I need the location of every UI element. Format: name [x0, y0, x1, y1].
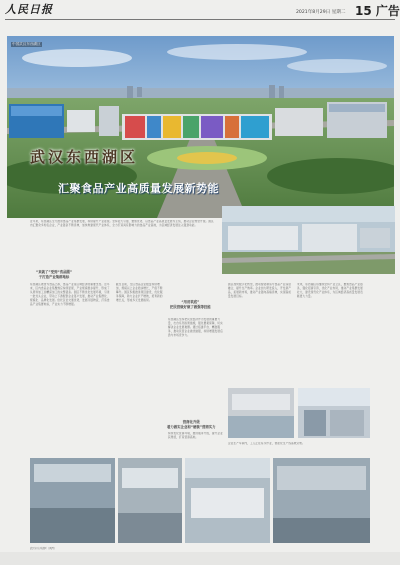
masthead-logo: 人民日报 [5, 3, 53, 16]
body-column-2: 截至目前，全区食品企业数量持续增加，规模以上企业稳步增长，产值不断攀升。园区积极推进项目建设，优化服务保障，助力企业扩产增效，培育新的增长点，形成多元发展格局。 [116, 283, 163, 303]
body-column-5: 未来，东西湖区将继续坚持产业立区，聚焦食品产业链条，强化招商引资，优化产业布局，推动产业集群发展壮大，建设现代化产业体系，为区域经济高质量发展贡献更大力量。 [297, 283, 363, 299]
page-bottom-margin [0, 552, 400, 565]
body-column-3b: 持续优化营商环境，推进服务升级，提升企业获得感，打造营商高地。 [168, 432, 223, 440]
body-column-1: 东西湖区被誉为食品之都，食品产业是区域经济的重要支柱。近年来，区内食品企业集聚效应持续显现，产业规模稳步提升，形成了从原料加工到精深加工的完整链条。园区不断优化发展环境，引进一批龙头企业，带动上下游配套企业落户发展，推动产业集群化、规模化、品牌化发展。依托区位交通优势，发展冷链物流，打造食品产业集群地标，产业实力不断增强。 [30, 283, 110, 307]
page-number: 15 广告 [355, 4, 400, 18]
section-heading-3: 营商化升级 着力做实企业和“硬核”营商实力 [167, 420, 216, 429]
headline: 武汉东西湖区 [30, 148, 139, 166]
production-line-photo-2 [118, 458, 182, 543]
production-line-photo-4 [273, 458, 370, 543]
body-column-4: 园区加快数字化转型，推动智能制造与食品产业深度融合，提升生产效率。企业加大研发投入，开发新产品，拓展新市场，推动产业链向高端延伸，实现高质量发展目标。 [228, 283, 292, 299]
section-heading-1: “来就了”受到“食品圈” 于打造产业集群地标 [36, 270, 73, 279]
masthead-rule [5, 19, 395, 20]
lead-paragraph: 近年来，东西湖区全力推进食品产业集群发展，持续提升产业能级。坚持招大引强、聚焦优势，以食品产业高质量发展为主线，推动企业转型升级。园区内汇聚众多知名企业，产业链条不断延伸，加快构建现代产业体系，全力打造具有影响力的食品产业高地，为区域经济发展注入强劲动能。 [30, 220, 214, 228]
factory-aerial-photo [222, 206, 395, 274]
photo-caption-text: 企业生产车间内，工人正在有序作业，智能化生产线高效运转。 [228, 442, 305, 445]
workshop-photo-1 [228, 388, 294, 438]
production-line-photo-1 [30, 458, 115, 543]
section-heading-2: “用用筑底” 把民营做好做了做强等技能 [170, 300, 211, 309]
subheadline: 汇聚食品产业高质量发展新势能 [58, 182, 219, 195]
photo-tag: 中国武汉东西湖区 [12, 42, 41, 46]
production-line-photo-3 [185, 458, 270, 543]
date-line: 2021年8月29日 星期二 [296, 10, 346, 15]
workshop-photo-2 [298, 388, 370, 438]
body-column-3: 东西湖区坚持把民营经济作为发展的重要力量，出台系列政策措施，强化要素保障，切实解决企业发展难题。通过搭建平台、精准服务，推动民营企业做优做强，持续增强发展后劲与市场竞争力。 [168, 318, 223, 338]
photo-credit: 武汉市东西湖区（供图） [30, 547, 57, 550]
